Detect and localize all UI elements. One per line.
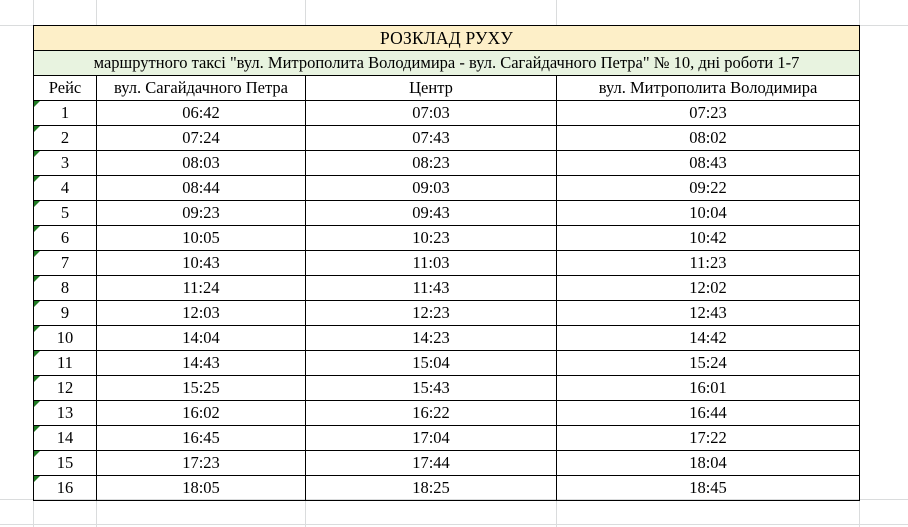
- time-mytropolyta-cell[interactable]: 11:23: [557, 251, 860, 276]
- trip-number-cell[interactable]: 6: [34, 226, 97, 251]
- time-sahaidachnoho-cell[interactable]: 07:24: [97, 126, 306, 151]
- trip-number-cell[interactable]: 5: [34, 201, 97, 226]
- time-mytropolyta-cell[interactable]: 18:04: [557, 451, 860, 476]
- trip-number-cell[interactable]: 3: [34, 151, 97, 176]
- time-sahaidachnoho-cell[interactable]: 09:23: [97, 201, 306, 226]
- time-sahaidachnoho-cell[interactable]: 08:44: [97, 176, 306, 201]
- time-center-cell[interactable]: 14:23: [306, 326, 557, 351]
- time-sahaidachnoho-cell[interactable]: 12:03: [97, 301, 306, 326]
- header-row: [34, 76, 860, 101]
- table-row: [34, 426, 860, 451]
- route-description-cell[interactable]: маршрутного таксі "вул. Митрополита Володимира - вул. Сагайдачного Петра" № 10, дні роботи 1-7: [34, 51, 860, 76]
- table-row: [34, 176, 860, 201]
- time-mytropolyta-cell[interactable]: 16:01: [557, 376, 860, 401]
- time-mytropolyta-cell[interactable]: 17:22: [557, 426, 860, 451]
- time-mytropolyta-cell[interactable]: 07:23: [557, 101, 860, 126]
- trip-number-cell[interactable]: 11: [34, 351, 97, 376]
- time-center-cell[interactable]: 11:43: [306, 276, 557, 301]
- header-trip-cell[interactable]: Рейс: [34, 76, 97, 101]
- trip-number-cell[interactable]: 16: [34, 476, 97, 501]
- trip-number-cell[interactable]: 8: [34, 276, 97, 301]
- time-sahaidachnoho-cell[interactable]: 06:42: [97, 101, 306, 126]
- time-center-cell[interactable]: 15:43: [306, 376, 557, 401]
- table-row: [34, 401, 860, 426]
- trip-number-cell[interactable]: 14: [34, 426, 97, 451]
- time-sahaidachnoho-cell[interactable]: 11:24: [97, 276, 306, 301]
- time-center-cell[interactable]: 16:22: [306, 401, 557, 426]
- table-row: [34, 376, 860, 401]
- table-row: [34, 351, 860, 376]
- time-mytropolyta-cell[interactable]: 08:02: [557, 126, 860, 151]
- table-row: [34, 251, 860, 276]
- time-mytropolyta-cell[interactable]: 10:04: [557, 201, 860, 226]
- trip-number-cell[interactable]: 2: [34, 126, 97, 151]
- trip-number-cell[interactable]: 15: [34, 451, 97, 476]
- title-row: [34, 26, 860, 51]
- schedule-table-container: [33, 25, 860, 501]
- time-center-cell[interactable]: 09:43: [306, 201, 557, 226]
- time-sahaidachnoho-cell[interactable]: 10:05: [97, 226, 306, 251]
- time-center-cell[interactable]: 15:04: [306, 351, 557, 376]
- time-center-cell[interactable]: 12:23: [306, 301, 557, 326]
- time-center-cell[interactable]: 07:43: [306, 126, 557, 151]
- subtitle-row: [34, 51, 860, 76]
- trip-number-cell[interactable]: 13: [34, 401, 97, 426]
- trip-number-cell[interactable]: 4: [34, 176, 97, 201]
- table-row: [34, 301, 860, 326]
- time-center-cell[interactable]: 09:03: [306, 176, 557, 201]
- time-sahaidachnoho-cell[interactable]: 10:43: [97, 251, 306, 276]
- time-center-cell[interactable]: 17:44: [306, 451, 557, 476]
- trip-number-cell[interactable]: 10: [34, 326, 97, 351]
- trip-number-cell[interactable]: 12: [34, 376, 97, 401]
- time-sahaidachnoho-cell[interactable]: 16:45: [97, 426, 306, 451]
- time-mytropolyta-cell[interactable]: 15:24: [557, 351, 860, 376]
- time-sahaidachnoho-cell[interactable]: 15:25: [97, 376, 306, 401]
- time-center-cell[interactable]: 07:03: [306, 101, 557, 126]
- time-mytropolyta-cell[interactable]: 09:22: [557, 176, 860, 201]
- time-center-cell[interactable]: 11:03: [306, 251, 557, 276]
- time-sahaidachnoho-cell[interactable]: 14:04: [97, 326, 306, 351]
- time-center-cell[interactable]: 10:23: [306, 226, 557, 251]
- time-mytropolyta-cell[interactable]: 08:43: [557, 151, 860, 176]
- table-row: [34, 126, 860, 151]
- table-row: [34, 276, 860, 301]
- time-center-cell[interactable]: 18:25: [306, 476, 557, 501]
- table-row: [34, 226, 860, 251]
- time-sahaidachnoho-cell[interactable]: 08:03: [97, 151, 306, 176]
- time-mytropolyta-cell[interactable]: 12:43: [557, 301, 860, 326]
- time-mytropolyta-cell[interactable]: 10:42: [557, 226, 860, 251]
- trip-number-cell[interactable]: 7: [34, 251, 97, 276]
- table-row: [34, 476, 860, 501]
- time-sahaidachnoho-cell[interactable]: 16:02: [97, 401, 306, 426]
- header-stop-sahaidachnoho-cell[interactable]: вул. Сагайдачного Петра: [97, 76, 306, 101]
- time-sahaidachnoho-cell[interactable]: 17:23: [97, 451, 306, 476]
- trip-number-cell[interactable]: 9: [34, 301, 97, 326]
- time-mytropolyta-cell[interactable]: 12:02: [557, 276, 860, 301]
- table-row: [34, 451, 860, 476]
- schedule-table: [33, 25, 860, 501]
- table-row: [34, 101, 860, 126]
- time-sahaidachnoho-cell[interactable]: 18:05: [97, 476, 306, 501]
- header-stop-mytropolyta-cell[interactable]: вул. Митрополита Володимира: [557, 76, 860, 101]
- time-center-cell[interactable]: 17:04: [306, 426, 557, 451]
- schedule-title-cell[interactable]: РОЗКЛАД РУХУ: [34, 26, 860, 51]
- time-mytropolyta-cell[interactable]: 14:42: [557, 326, 860, 351]
- table-row: [34, 201, 860, 226]
- header-stop-center-cell[interactable]: Центр: [306, 76, 557, 101]
- time-center-cell[interactable]: 08:23: [306, 151, 557, 176]
- time-mytropolyta-cell[interactable]: 18:45: [557, 476, 860, 501]
- trip-number-cell[interactable]: 1: [34, 101, 97, 126]
- table-row: [34, 151, 860, 176]
- time-mytropolyta-cell[interactable]: 16:44: [557, 401, 860, 426]
- table-row: [34, 326, 860, 351]
- time-sahaidachnoho-cell[interactable]: 14:43: [97, 351, 306, 376]
